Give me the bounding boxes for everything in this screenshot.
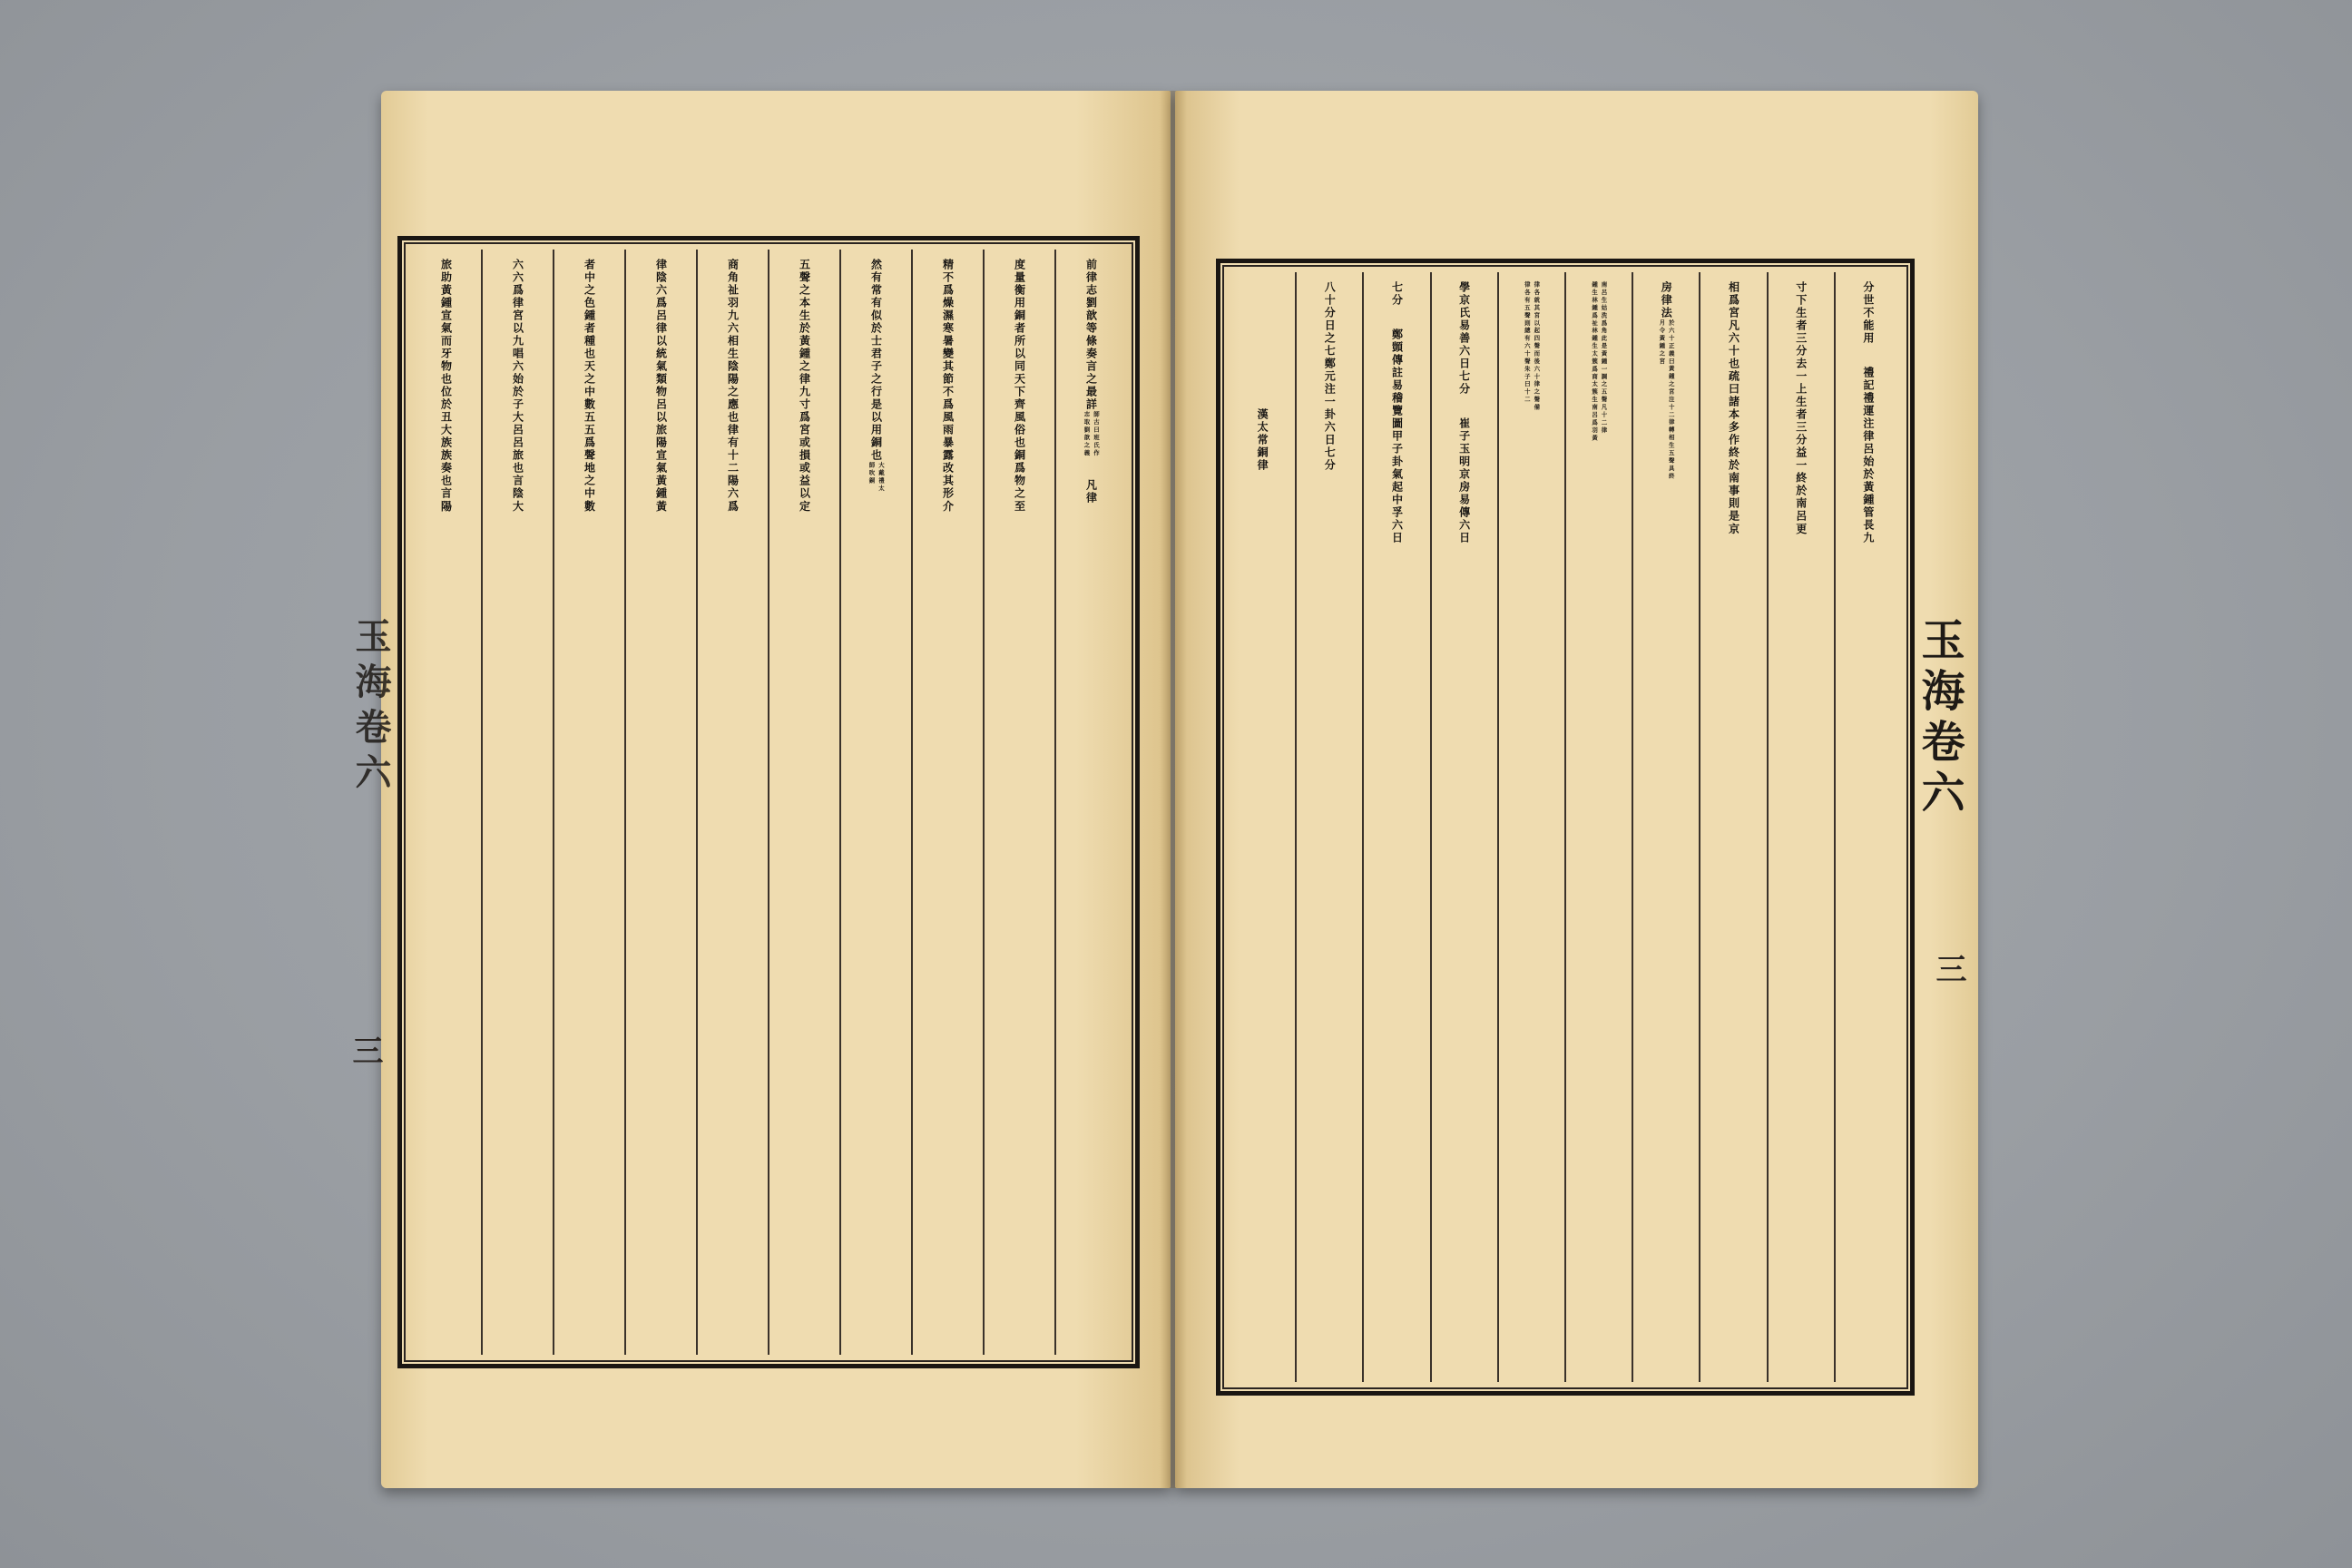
column-text: 前律志劉歆等條奏言之最詳 <box>1084 259 1098 412</box>
column-text-continued: 凡律 <box>1084 478 1098 505</box>
column-text-continued: 鄭顗傳註易稽覽圖甲子卦氣起中孚六日 <box>1390 328 1404 545</box>
column-text: 學京氏易善六日七分 <box>1457 281 1471 397</box>
left-page-column <box>481 250 553 1355</box>
column-text: 七分 <box>1390 281 1404 308</box>
right-page-column <box>1632 272 1699 1382</box>
column-text-continued: 崔子玉明京房易傳六日 <box>1457 417 1471 545</box>
column-text: 分世不能用 <box>1861 281 1875 346</box>
right-folio: 三 <box>1930 953 1966 984</box>
note-line: 師吹銅 <box>867 462 876 485</box>
note-line: 律各有五聲則總有六十聲朱子曰十二 <box>1523 281 1531 404</box>
column-text-continued: 禮記禮運注律呂始於黃鍾管長九 <box>1861 367 1875 545</box>
note-line: 於六十正義曰黃鍾之宮注十二律轉相生五聲具終 <box>1667 319 1675 481</box>
column-text: 八十分日之七鄭元注一卦六日七分 <box>1323 281 1337 473</box>
note-line: 師古曰班氏作 <box>1092 411 1100 457</box>
column-text: 商角祉羽九六相生陰陽之應也律有十二陽六爲 <box>726 259 740 514</box>
column-text: 五聲之本生於黃鍾之律九寸爲宮或損或益以定 <box>798 259 811 514</box>
right-page-column <box>1295 272 1362 1382</box>
right-page-column <box>1564 272 1632 1382</box>
right-margin-title: 玉海卷六 <box>1914 617 1965 820</box>
interlinear-note <box>1083 411 1099 457</box>
note-line: 南呂生姑洗爲角此是黃鍾一調之五聲凡十二律 <box>1600 281 1608 435</box>
interlinear-note <box>1659 319 1674 480</box>
left-page-column <box>983 250 1054 1355</box>
column-text: 六六爲律宮以九唱六始於子大呂呂旅也言陰大 <box>511 259 524 514</box>
right-page-column <box>1230 272 1295 1382</box>
left-page-column <box>911 250 983 1355</box>
note-line: 大戴禮太 <box>877 462 885 493</box>
interlinear-note <box>868 462 884 493</box>
interlinear-note <box>1592 281 1607 442</box>
right-page-column <box>1430 272 1497 1382</box>
column-text: 精不爲燥濕寒暑變其節不爲風雨暴露改其形介 <box>941 259 955 514</box>
note-line: 月令黃鍾之宮 <box>1658 319 1666 366</box>
book-gutter <box>1160 91 1187 1488</box>
right-page <box>1175 91 1978 1488</box>
note-line: 鍾生林鍾爲祉林鍾生太簇爲商太簇生南呂爲羽黃 <box>1591 281 1599 443</box>
column-text: 相爲宮凡六十也疏曰諸本多作終於南事則是京 <box>1727 281 1740 536</box>
right-page-column <box>1767 272 1834 1382</box>
right-page-column <box>1834 272 1901 1382</box>
left-page-column <box>839 250 911 1355</box>
right-page-column <box>1497 272 1564 1382</box>
column-text: 者中之色鍾者種也天之中數五五爲聲地之中數 <box>583 259 596 514</box>
left-page <box>347 91 1171 1488</box>
left-margin-title: 玉海卷六 <box>349 617 392 799</box>
left-page-column <box>696 250 768 1355</box>
left-page-column <box>768 250 839 1355</box>
open-book <box>347 91 1978 1488</box>
column-text: 房律法 <box>1660 281 1673 320</box>
note-line: 志取劉歆之義 <box>1083 411 1091 457</box>
column-text: 漢太常銅律 <box>1256 408 1269 473</box>
left-folio: 三 <box>347 1034 383 1065</box>
left-text-frame <box>397 236 1140 1368</box>
right-page-column <box>1699 272 1766 1382</box>
column-text: 律陰六爲呂律以統氣類物呂以旅陽宣氣黃鍾黃 <box>654 259 668 514</box>
left-page-column <box>1054 250 1126 1355</box>
interlinear-note <box>1524 281 1539 411</box>
left-page-column <box>411 250 481 1355</box>
left-page-column <box>624 250 696 1355</box>
column-text: 然有常有似於士君子之行是以用銅也 <box>869 259 883 463</box>
right-text-frame <box>1216 259 1915 1396</box>
left-page-column <box>553 250 624 1355</box>
note-line: 律各就其宮以起四聲而後六十律之聲備 <box>1533 281 1541 412</box>
column-text: 度量衡用銅者所以同天下齊風俗也銅爲物之至 <box>1013 259 1026 514</box>
right-page-column <box>1362 272 1429 1382</box>
column-text: 寸下生者三分去一上生者三分益一終於南呂更 <box>1794 281 1808 536</box>
column-text: 旅助黃鍾宣氣而牙物也位於丑大族族奏也言陽 <box>439 259 453 514</box>
